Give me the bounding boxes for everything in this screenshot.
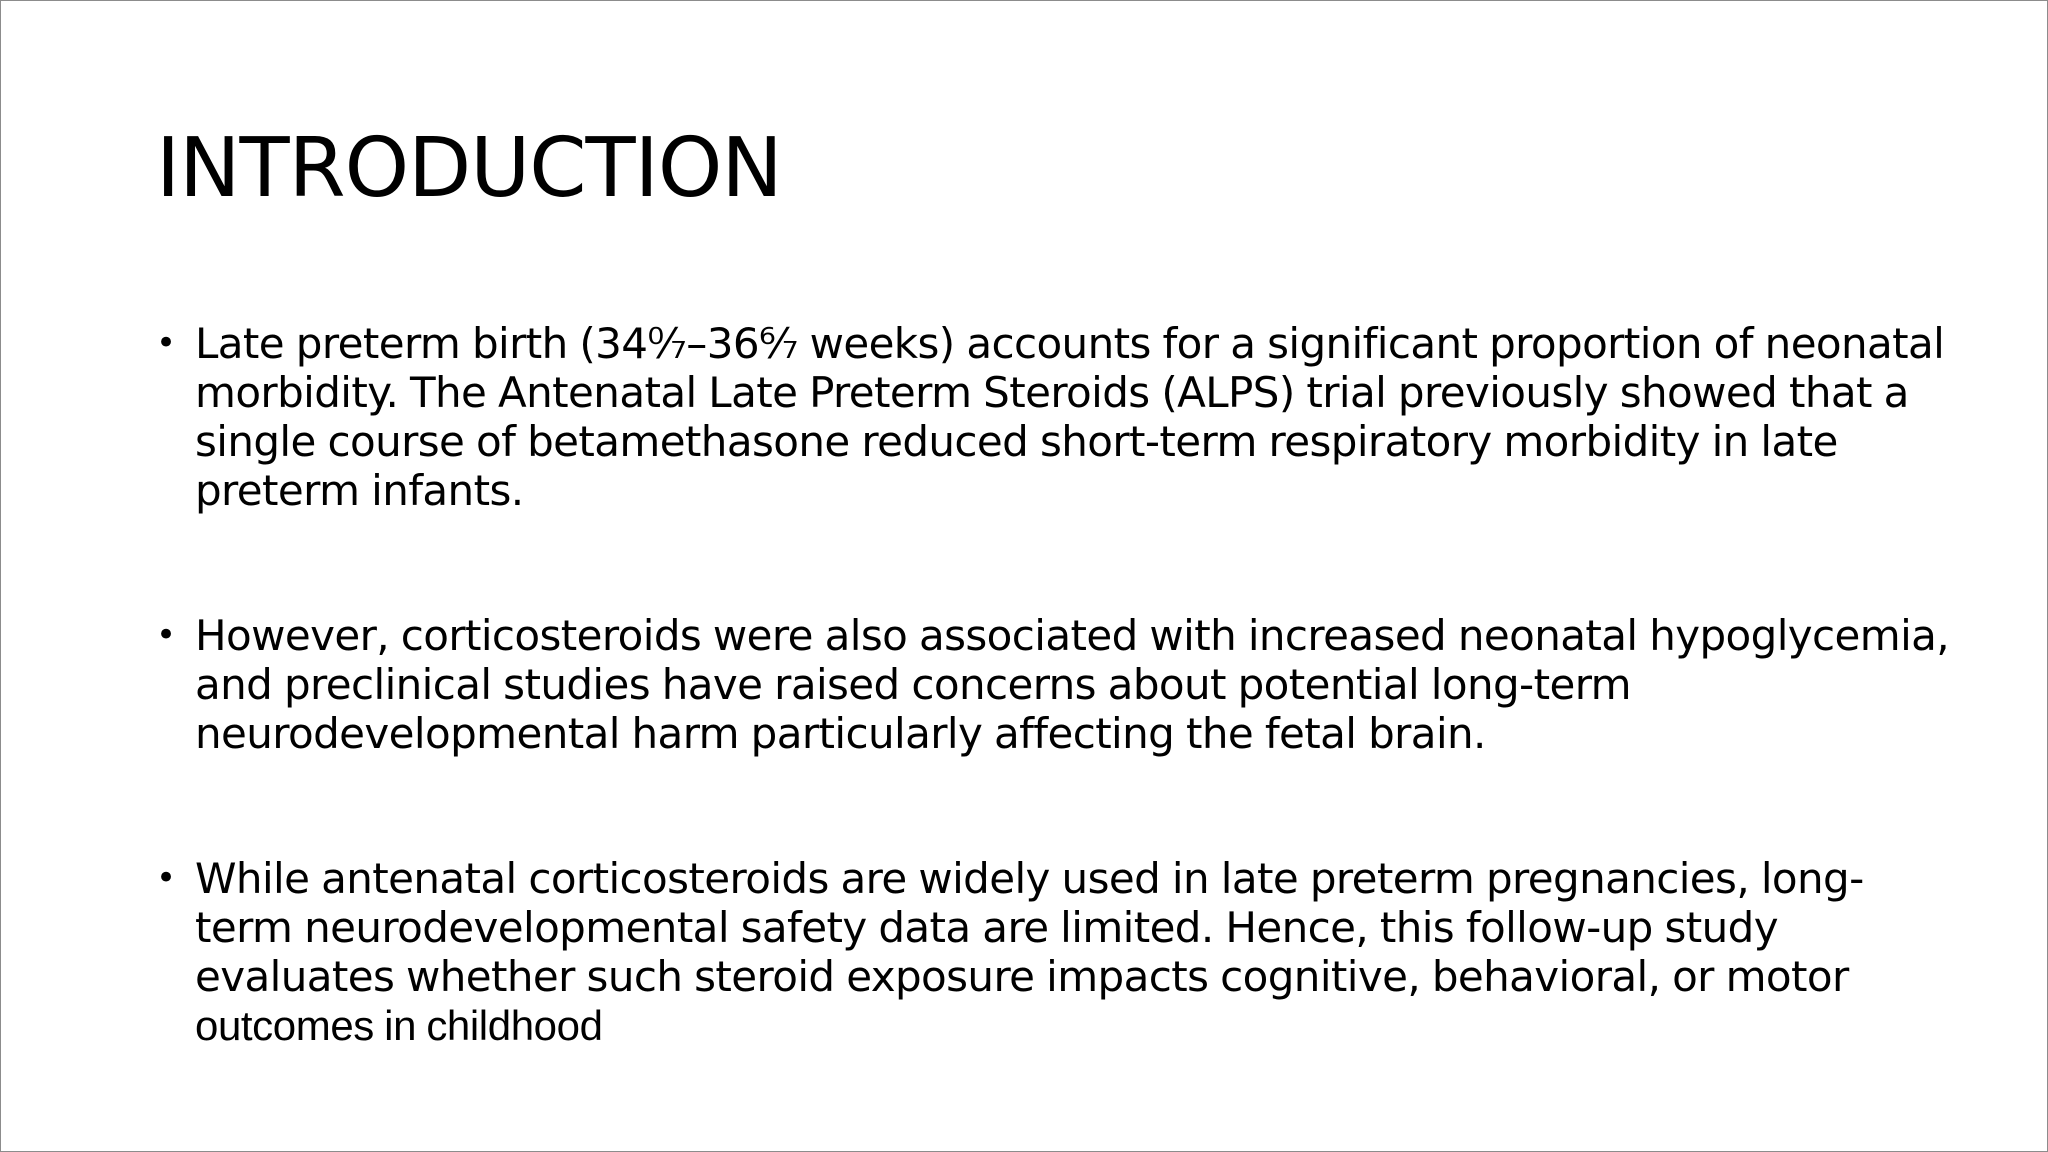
bullet-glyph: • xyxy=(156,858,176,898)
bullet-text: Late preterm birth (34⁰⁄₇–36⁶⁄₇ weeks) accounts for a significant proportion of neonatal morbidity. The Antenatal Late Preterm Steroids (ALPS) trial previously showed that a single course of betamethasone reduced short-term respiratory morbidity in late preterm infants. xyxy=(195,319,1945,515)
bullet-item xyxy=(151,854,1951,1050)
bullet-text: However, corticosteroids were also associated with increased neonatal hypoglycemia, and preclinical studies have raised concerns about potential long-term neurodevelopmental harm particularly affecting the fetal brain. xyxy=(195,611,1950,758)
bullet-item xyxy=(151,319,1951,515)
bullet-text-tail: outcomes in childhood xyxy=(195,1002,603,1049)
bullet-text: While antenatal corticosteroids are widely used in late preterm pregnancies, long-term neurodevelopmental safety data are limited. Hence, this follow-up study evaluates whether such steroid exposure impacts cognitive, behavioral, or motor xyxy=(195,854,1864,1001)
bullet-item xyxy=(151,611,1951,758)
bullet-glyph: • xyxy=(156,323,176,363)
bullet-glyph: • xyxy=(156,615,176,655)
slide-title: INTRODUCTION xyxy=(156,121,782,216)
bullet-list xyxy=(151,319,1951,1050)
